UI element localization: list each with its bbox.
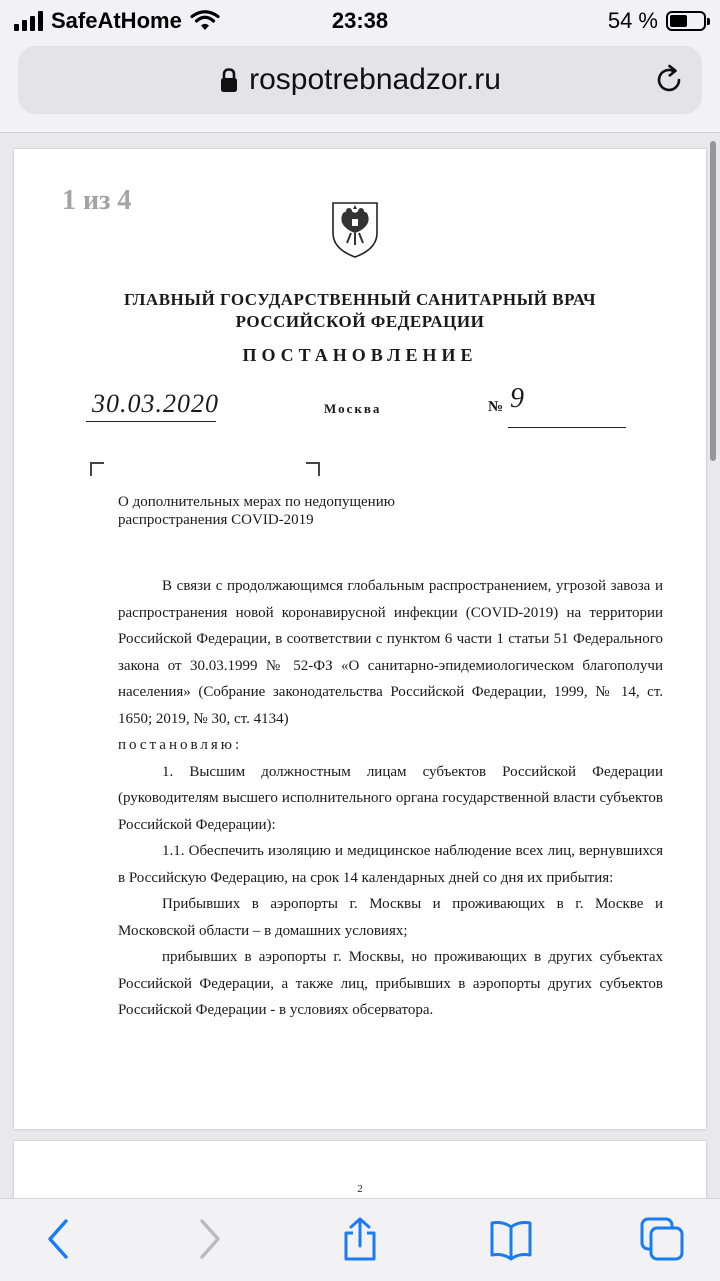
- coat-of-arms-icon: [329, 199, 381, 259]
- document-date: 30.03.2020: [92, 389, 219, 418]
- document-type: ПОСТАНОВЛЕНИЕ: [242, 345, 478, 365]
- battery-level: [670, 15, 687, 27]
- document-page-2[interactable]: [14, 1141, 706, 1198]
- document-page-1[interactable]: [14, 149, 706, 1129]
- number-underline: [508, 427, 626, 428]
- clock: 23:38: [331, 8, 389, 33]
- chevron-right-icon[interactable]: [186, 1217, 230, 1261]
- authority-title: [14, 289, 706, 333]
- paragraph-resolve: постановляю:: [118, 737, 243, 753]
- subject-line-2: распространения COVID-2019: [118, 512, 314, 528]
- document-city: Москва: [324, 401, 382, 416]
- url-field[interactable]: [18, 46, 702, 114]
- authority-line-2: РОССИЙСКОЙ ФЕДЕРАЦИИ: [235, 312, 485, 331]
- paragraph: 1. Высшим должностным лицам субъектов Российской Федерации (руководителям высшего исполнительного органа государственной власти субъектов Российской Федерации):: [118, 763, 663, 833]
- number-label: №: [488, 399, 504, 415]
- pdf-viewer[interactable]: [0, 133, 720, 1198]
- battery-percent: 54 %: [607, 8, 658, 33]
- paragraph: прибывших в аэропорты г. Москвы, но проживающих в других субъектах Российской Федерации, а также лиц, прибывших в аэропорты других субъектов Российской Федерации - в условиях обсерватора.: [118, 949, 663, 1018]
- url-display[interactable]: [18, 46, 642, 114]
- address-area: [0, 40, 720, 133]
- page-counter: 1 из 4: [62, 185, 132, 216]
- lock-icon: [219, 67, 239, 93]
- authority-line-1: ГЛАВНЫЙ ГОСУДАРСТВЕННЫЙ САНИТАРНЫЙ ВРАЧ: [124, 290, 596, 309]
- tabs-icon[interactable]: [640, 1217, 684, 1261]
- bottom-toolbar: [0, 1198, 720, 1281]
- battery-icon: [666, 11, 706, 31]
- status-bar: [0, 0, 720, 40]
- reload-icon[interactable]: [652, 63, 686, 97]
- date-underline: [86, 421, 216, 422]
- url-text[interactable]: rospotrebnadzor.ru: [249, 63, 501, 96]
- paragraph: 1.1. Обеспечить изоляцию и медицинское наблюдение всех лиц, вернувшихся в Российскую Федерацию, на срок 14 календарных дней со дня их прибытия:: [118, 843, 663, 886]
- page-2-number: 2: [357, 1183, 363, 1195]
- document-number: 9: [510, 383, 524, 414]
- paragraph: Прибывших в аэропорты г. Москвы и проживающих в г. Москве и Московской области – в домашних условиях;: [118, 896, 663, 939]
- subject-line-1: О дополнительных мерах по недопущению: [118, 494, 395, 510]
- share-icon[interactable]: [338, 1217, 382, 1261]
- subject-bracket-right: [306, 462, 320, 476]
- subject-bracket-left: [90, 462, 104, 476]
- status-right: [608, 8, 706, 34]
- scrollbar[interactable]: [710, 141, 716, 461]
- paragraph: В связи с продолжающимся глобальным распространением, угрозой завоза и распространения новой коронавирусной инфекции (COVID-2019) на территории Российской Федерации, в соответствии с пунктом 6 части 1 статьи 51 Федерального закона от 30.03.1999 № 52-ФЗ «О санитарно-эпидемиологическом благополучи населения» (Собрание законодательства Российской Федерации, 1999, № 14, ст. 1650; 2019, № 30, ст. 4134): [118, 578, 663, 727]
- document-subject: [118, 493, 395, 529]
- document-body: [118, 573, 663, 1024]
- carrier-name: SafeAtHome: [51, 8, 182, 33]
- book-icon[interactable]: [489, 1217, 533, 1261]
- chevron-left-icon[interactable]: [38, 1217, 82, 1261]
